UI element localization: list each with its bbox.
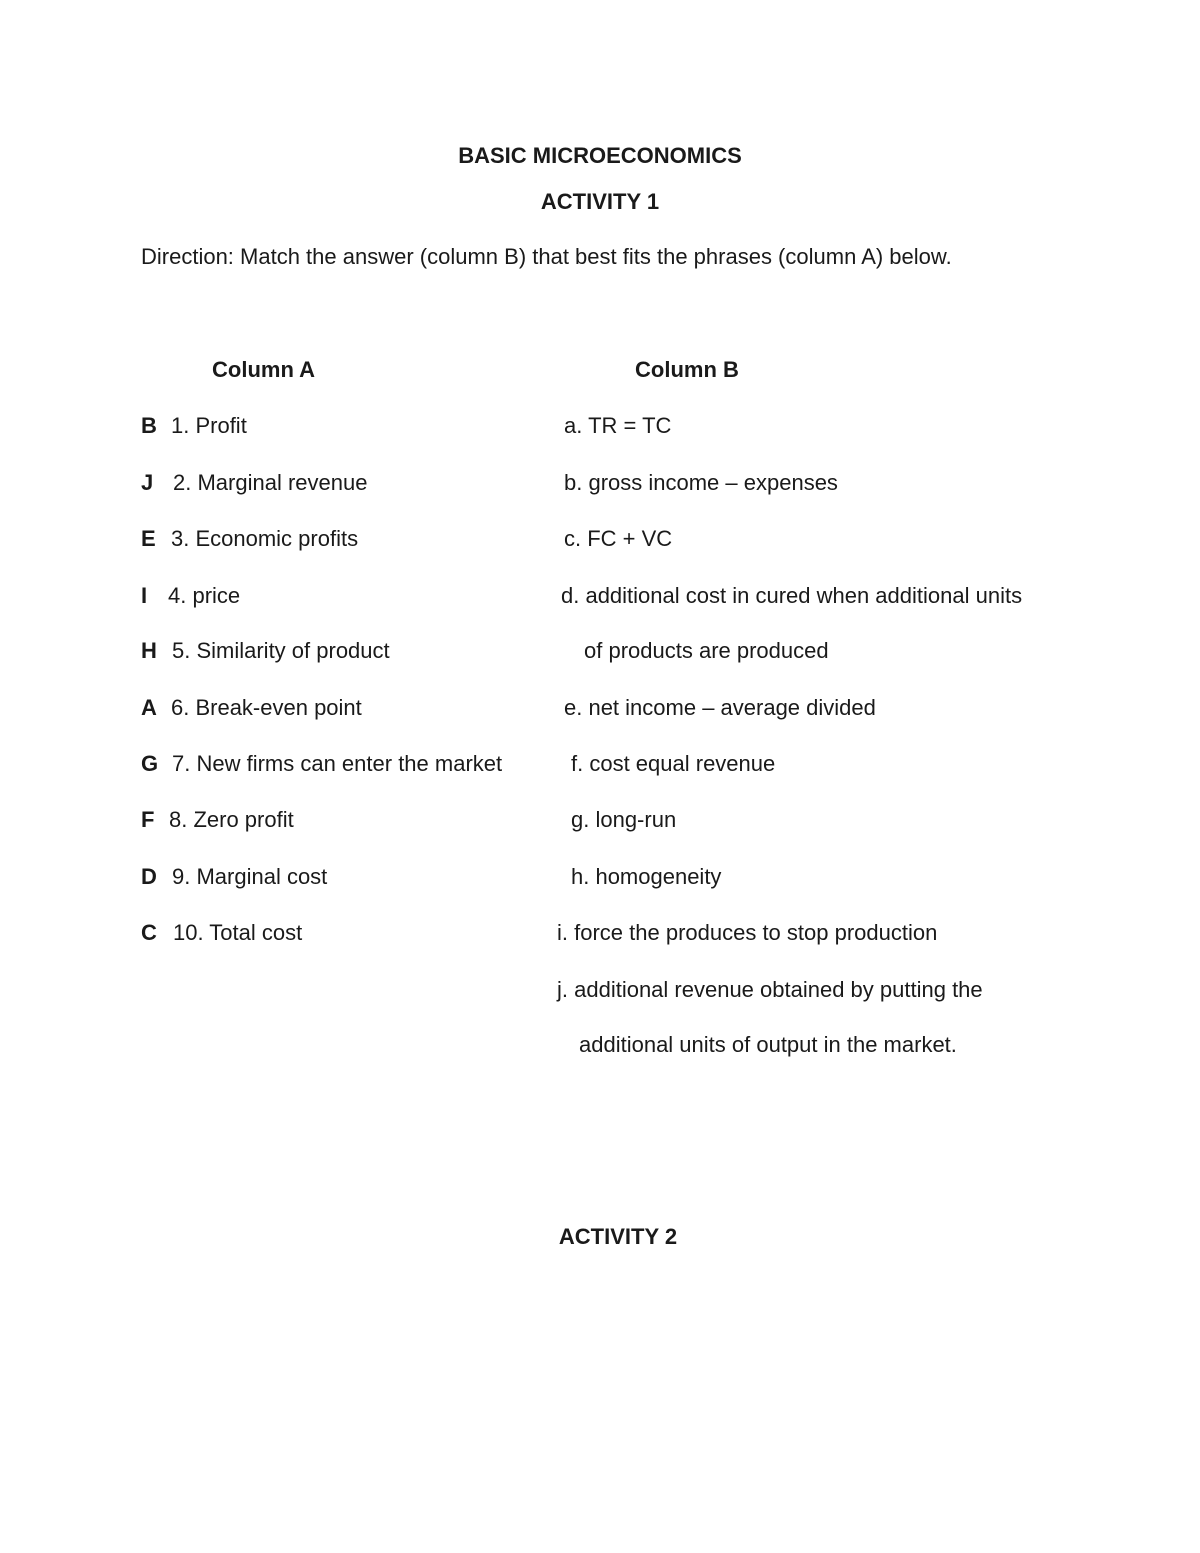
column-b-item: c. FC + VC <box>564 526 673 551</box>
column-b-item: b. gross income – expenses <box>564 470 838 495</box>
column-a-item <box>141 638 390 664</box>
answer-letter: B <box>141 413 157 438</box>
column-a-item <box>141 526 358 552</box>
answer-letter: A <box>141 695 157 720</box>
phrase-text: 7. New firms can enter the market <box>172 751 503 776</box>
answer-letter: H <box>141 638 157 663</box>
answer-letter: F <box>141 807 155 832</box>
activity-2-heading: ACTIVITY 2 <box>558 1224 678 1249</box>
phrase-text: 2. Marginal revenue <box>173 470 368 495</box>
column-a-header: Column A <box>212 357 316 382</box>
column-b-item: d. additional cost in cured when additional units <box>561 583 1023 608</box>
phrase-text: 5. Similarity of product <box>172 638 390 663</box>
direction-text: Direction: Match the answer (column B) that best fits the phrases (column A) below. <box>141 244 952 269</box>
answer-letter: E <box>141 526 156 551</box>
column-b-item: a. TR = TC <box>564 413 672 438</box>
column-b-item: g. long-run <box>571 807 677 832</box>
column-a-item <box>141 583 240 609</box>
phrase-text: 4. price <box>168 583 241 608</box>
document-title: BASIC MICROECONOMICS <box>458 143 742 168</box>
column-b-item-continued: additional units of output in the market. <box>579 1032 957 1057</box>
column-b-item: f. cost equal revenue <box>571 751 776 776</box>
column-b-item: e. net income – average divided <box>564 695 876 720</box>
column-a-item <box>141 807 294 833</box>
column-b-item: i. force the produces to stop production <box>557 920 938 945</box>
column-a-item <box>141 751 502 777</box>
phrase-text: 8. Zero profit <box>169 807 294 832</box>
answer-letter: J <box>141 470 154 495</box>
answer-letter: D <box>141 864 157 889</box>
activity-1-heading: ACTIVITY 1 <box>540 189 660 214</box>
phrase-text: 3. Economic profits <box>171 526 359 551</box>
column-b-item: j. additional revenue obtained by putting the <box>557 977 983 1002</box>
phrase-text: 6. Break-even point <box>171 695 362 720</box>
column-a-item <box>141 864 327 890</box>
column-a-item <box>141 470 367 496</box>
column-a-item <box>141 695 362 721</box>
answer-letter: C <box>141 920 157 945</box>
column-b-item-continued: of products are produced <box>584 638 829 663</box>
column-b-header: Column B <box>635 357 739 382</box>
column-a-item <box>141 413 247 439</box>
answer-letter: I <box>141 583 148 608</box>
phrase-text: 9. Marginal cost <box>172 864 328 889</box>
column-b-item: h. homogeneity <box>571 864 722 889</box>
answer-letter: G <box>141 751 159 776</box>
phrase-text: 1. Profit <box>171 413 247 438</box>
column-a-item <box>141 920 302 946</box>
phrase-text: 10. Total cost <box>173 920 303 945</box>
